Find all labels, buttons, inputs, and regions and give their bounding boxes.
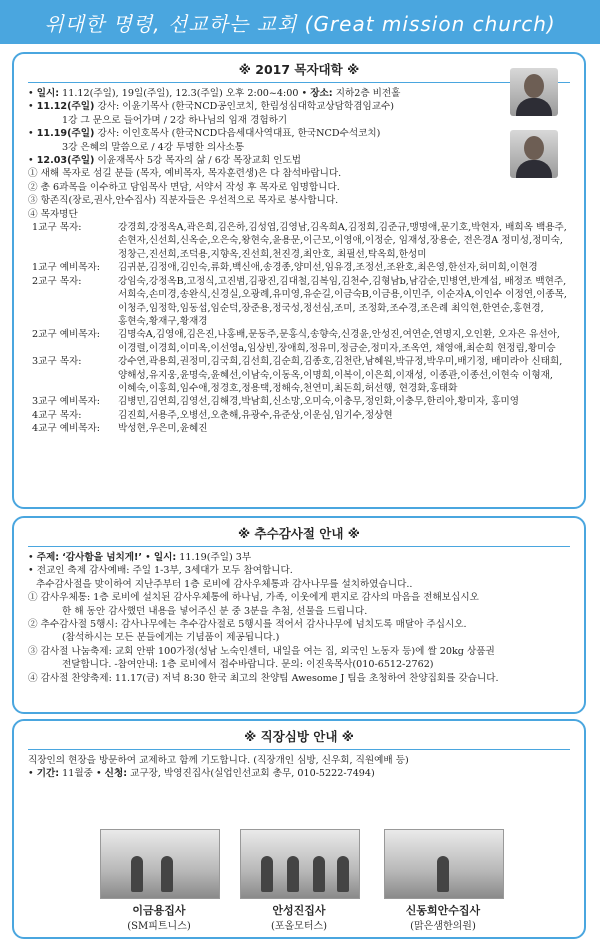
info-line: (참석하시는 모든 분들에게는 기념품이 제공됩니다.) — [62, 632, 280, 644]
member-group — [28, 221, 574, 261]
member-names: 김귀분,김정애,김인숙,류화,백신애,송경종,양미선,임유경,조정선,조완호,최은영,한선자,허미희,이현경 — [118, 262, 538, 274]
info-line: 추수감사절을 맞이하여 지난주부터 1층 로비에 감사우체통과 감사나무를 설치하였습니다.. — [36, 578, 413, 590]
visit-caption — [100, 903, 218, 934]
member-names: 박성현,우은미,윤혜진 — [118, 423, 208, 435]
workplace-content — [14, 752, 584, 781]
visitor-company: (포올모터스) — [270, 921, 328, 932]
member-group — [28, 422, 574, 435]
info-line: ③ 감사절 나눔축제: 교회 안팎 100가정(성남 노숙인센터, 내일을 여는 집, 외국인 노동자 등)에 쌀 20kg 상품권 — [28, 645, 495, 657]
visit-photo — [100, 829, 220, 899]
member-names: 강수연,곽용희,권정미,김국희,김선희,김순희,김종호,김천란,남혜원,박규정,박우미,배기정, 배미라아 신태희,양해성,유지웅,윤명숙,윤혜선,이남숙,이동옥,이명희,이복이,이은희,이재성, 이종관,이종선,이현숙 이형재,이혜숙,이홍희,임수애,정경호,정용택,정해숙,천연미,최돈희,허선행, 현경화,홍태화 — [118, 356, 563, 394]
visit-caption — [240, 903, 358, 934]
thanksgiving-title: ※ 추수감사절 안내 ※ — [238, 526, 360, 541]
info-line: • 전교인 축제 감사예배: 주일 1-3부, 3세대가 모두 참여합니다. — [28, 565, 293, 577]
session-date: 12.03(주일) — [36, 155, 95, 167]
session-date: 11.19(주일) — [36, 128, 95, 140]
session-speaker: 강사: 이윤기목사 (한국NCD공인코치, 한림성심대학교상담학겸임교수) — [97, 101, 395, 113]
schedule-line: • 일시: 11.12(주일), 19일(주일), 12.3(주일) 오후 2:00~4:00 • 장소: 지하2층 비전홀 — [28, 88, 401, 99]
title-divider — [28, 82, 570, 83]
member-names: 김명숙A,김영애,김은진,나홍배,문동주,문홍식,송향숙,신경윤,안성진,여연순,연명지,오인환, 오자은 유선아,이경렬,이경희,이미옥,이선영a,임상빈,장애희,정유미,정금순,정미자,조옥연, 채영애,최순희 현정림,황미승 — [118, 329, 560, 354]
title-divider — [28, 546, 570, 547]
visit-caption — [384, 903, 502, 934]
period-value: 11월중 — [62, 768, 93, 780]
note-item: ④ 목자명단 — [28, 208, 78, 220]
page-banner — [0, 0, 600, 44]
date-value: 11.12(주일), 19일(주일), 12.3(주일) 오후 2:00~4:00 — [62, 88, 299, 99]
pastor-college-section — [12, 52, 586, 509]
visitor-name: 신동희안수집사 — [405, 904, 481, 917]
session-2: • 11.19(주일) 강사: 이인호목사 (한국NCD다음세대사역대표, 한국NCD수석코치) — [28, 128, 381, 140]
member-names: 김진희,서용주,오병선,오춘해,유광수,유준상,이운심,임기수,정상현 — [118, 409, 393, 421]
info-line: 전달합니다. -참여안내: 1층 로비에서 접수바랍니다. 문의: 이진욱목사(010-6512-2762) — [62, 659, 434, 671]
member-group-label: 4교구 목자: — [32, 409, 82, 421]
member-group — [28, 275, 574, 329]
member-names: 강경희,강정옥A,곽은희,김은하,김성엽,김영남,김옥희A,김정희,김준규,맹명애,문기호,박현자, 배희옥 백용주,손현자,신선희,신옥순,오은숙,왕현숙,윤용문,이근모,이영애,이정순, 임재성,장용순, 전은경A 정미성,정미숙,정창근,진선희,조덕용,지향옥,진선희,천진경,최안호, 최필선,탁옥희,한성미 — [118, 222, 567, 260]
member-group — [28, 328, 574, 355]
pastor-college-title: ※ 2017 목자대학 ※ — [238, 62, 360, 77]
period-label: 기간: — [36, 768, 60, 780]
member-group-label: 3교구 목자: — [32, 356, 82, 368]
visit-photo — [240, 829, 360, 899]
note-item: ③ 항존직(장로,권사,안수집사) 직분자들은 우선적으로 목자로 봉사합니다. — [28, 195, 339, 207]
visitor-company: (SM피트니스) — [127, 921, 191, 932]
apply-value: 교구장, 박영진집사(실업인선교회 총무, 010-5222-7494) — [130, 768, 375, 780]
member-names: 김병민,김연희,김영선,김해경,박남희,신소망,오미숙,이충무,정인화,이충무,한리아,황미자, 홍미영 — [118, 396, 520, 408]
thanksgiving-content — [14, 549, 584, 685]
pastor-college-content — [14, 85, 584, 436]
place-value: 지하2층 비전홀 — [335, 88, 401, 99]
member-names: 강임숙,강정옥B,고정식,고진범,김광진,김대철,김복임,김천수,김형남b,남감순,민병연,반계섭, 배정조 백현주,서희숙,손미경,송완식,신경실,오광례,유미영,유순길,이금숙B,이금용,이민주, 이순자A,이인수 이정연,이종목,이청주,임정학,임동섭,임순덕,장준용,정국성,정선심,조미, 조정화,조수경,조은례 최익현,한연순,홍현경,홍현숙,황재구,황재경 — [118, 275, 567, 327]
workplace-visit-section — [12, 719, 586, 939]
banner-title: 위대한 명령, 선교하는 교회 (Great mission church) — [44, 11, 556, 36]
member-group — [28, 395, 574, 408]
member-group-label: 4교구 예비목자: — [32, 423, 100, 435]
info-line: ④ 감사절 찬양축제: 11.17(금) 저녁 8:30 한국 최고의 찬양팀 Awesome J 팀을 초청하여 찬양집회를 갖습니다. — [28, 672, 499, 684]
apply-label: 신청: — [104, 768, 128, 780]
member-group — [28, 409, 574, 422]
date-value: 11.19(주일) 3부 — [179, 552, 252, 563]
member-group — [28, 355, 574, 395]
theme-line: • 주제: ‘감사함을 넘치게!’ • 일시: 11.19(주일) 3부 — [28, 552, 252, 563]
member-group-label: 1교구 예비목자: — [32, 262, 100, 274]
note-item: ② 총 6과목을 이수하고 담임목사 면담, 서약서 작성 후 목자로 임명합니다. — [28, 181, 340, 193]
member-group-label: 1교구 목자: — [32, 222, 82, 234]
info-line: ① 감사우체통: 1층 로비에 설치된 감사우체통에 하나님, 가족, 이웃에게 편지로 감사의 마음을 전해보십시오 — [28, 592, 479, 604]
title-divider — [28, 749, 570, 750]
member-group-label: 2교구 목자: — [32, 275, 82, 287]
place-label: 장소: — [310, 88, 333, 99]
visitor-name: 이금용집사 — [132, 904, 186, 917]
theme-label: 주제: — [36, 552, 60, 563]
member-group-label: 2교구 예비목자: — [32, 329, 100, 341]
note-item: ① 새해 목자로 섬길 분들 (목자, 예비목자, 목자훈련생)은 다 참석바랍니다. — [28, 168, 342, 180]
visitor-name: 안성진집사 — [272, 904, 326, 917]
session-3: • 12.03(주일) 이윤재목사 5강 목자의 삶 / 6강 목장교회 인도법 — [28, 155, 302, 167]
session-1: • 11.12(주일) 강사: 이윤기목사 (한국NCD공인코치, 한림성심대학교상담학겸임교수) — [28, 101, 395, 113]
workplace-intro: 직장인의 현장을 방문하여 교제하고 함께 기도합니다. (직장개인 심방, 신우회, 직원예배 등) — [28, 755, 409, 766]
date-label: 일시: — [36, 88, 60, 99]
theme-value: ‘감사함을 넘치게!’ — [62, 552, 143, 563]
member-group — [28, 261, 574, 274]
speaker-photo — [510, 130, 558, 178]
session-speaker: 강사: 이인호목사 (한국NCD다음세대사역대표, 한국NCD수석코치) — [97, 128, 381, 140]
session-speaker: 이윤재목사 5강 목자의 삶 / 6강 목장교회 인도법 — [97, 155, 302, 167]
thanksgiving-section — [12, 516, 586, 714]
info-line: ② 추수감사절 5행시: 감사나무에는 추수감사절로 5행시를 적어서 감사나무에 넘치도록 매달아 주십시오. — [28, 619, 467, 631]
visit-photo — [384, 829, 504, 899]
session-lectures: 1강 그 문으로 들어가며 / 2강 하나님의 임재 경험하기 — [62, 114, 288, 126]
date-label: 일시: — [153, 552, 177, 563]
info-line: 한 해 동안 감사했던 내용을 넣어주신 분 중 3분을 추첨, 선물을 드립니다. — [62, 605, 368, 617]
session-lectures: 3강 은혜의 말씀으로 / 4강 투명한 의사소통 — [62, 141, 245, 153]
speaker-photo — [510, 68, 558, 116]
session-date: 11.12(주일) — [36, 101, 95, 113]
visitor-company: (맑은샘한의원) — [410, 921, 476, 932]
member-group-label: 3교구 예비목자: — [32, 396, 100, 408]
period-line: • 기간: 11월중 • 신청: 교구장, 박영진집사(실업인선교회 총무, 010-5222-7494) — [28, 768, 375, 780]
workplace-title: ※ 직장심방 안내 ※ — [244, 729, 354, 744]
